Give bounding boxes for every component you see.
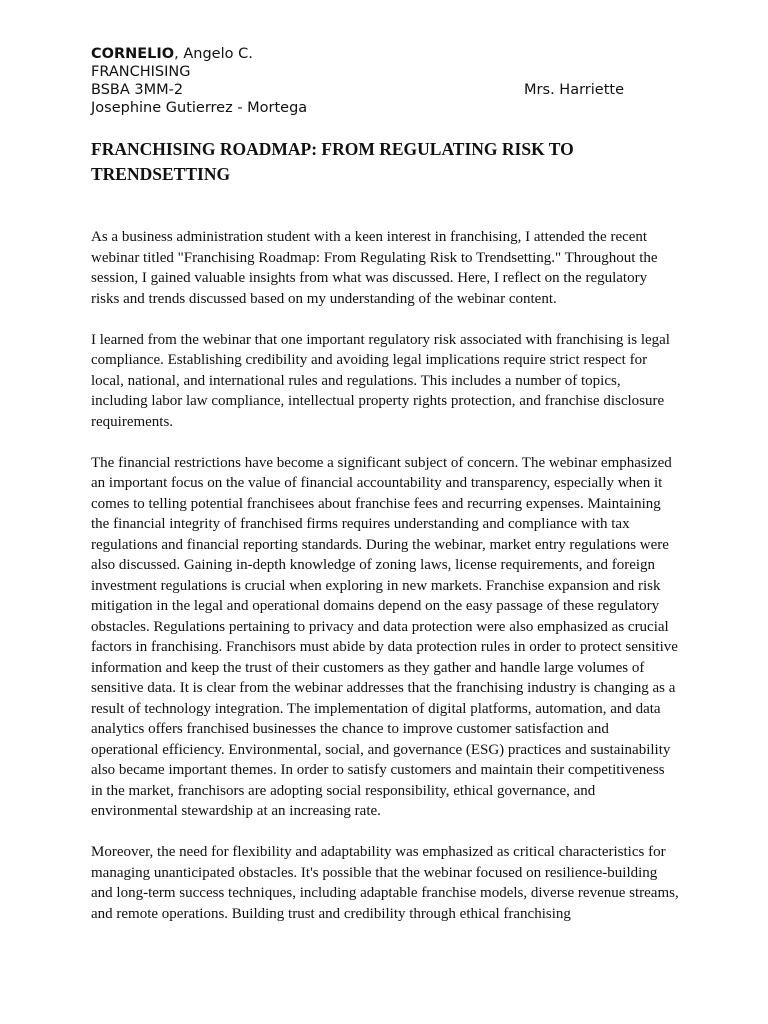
document-body — [91, 227, 679, 945]
paragraph: As a business administration student with a keen interest in franchising, I attended the recent webinar titled "Franchising Roadmap: From Regulating Risk to Trendsetting." Throughout the session, I gained valuable insights from what was discussed. Here, I reflect on the regulatory risks and trends discussed based on my understanding of the webinar content. — [91, 229, 658, 307]
instructor-name-part2: Josephine Gutierrez - Mortega — [91, 100, 308, 116]
section: BSBA 3MM-2 — [91, 82, 184, 98]
paragraph: The financial restrictions have become a significant subject of concern. The webinar emphasized an important focus on the value of financial accountability and transparency, especially when it comes to telling potential franchisees about franchise fees and recurring expenses. Maintaining the financial integrity of franchised firms requires understanding and compliance with tax regulations and financial reporting standards. During the webinar, market entry regulations were also discussed. Gaining in-depth knowledge of zoning laws, license requirements, and foreign investment regulations is crucial when exploring in new markets. Franchise expansion and risk mitigation in the legal and operational domains depend on the easy passage of these regulatory obstacles. Regulations pertaining to privacy and data protection were also emphasized as crucial factors in franchising. Franchisors must abide by data protection rules in order to protect sensitive information and keep the trust of their customers as they gather and handle large volumes of sensitive data. It is clear from the webinar addresses that the franchising industry is changing as a result of technology integration. The implementation of digital platforms, automation, and data analytics offers franchised businesses the chance to improve customer satisfaction and operational efficiency. Environmental, social, and governance (ESG) practices and sustainability also became important themes. In order to satisfy customers and maintain their competitiveness in the market, franchisors are adopting social responsibility, ethical governance, and environmental stewardship at an increasing rate. — [91, 454, 678, 819]
subject: FRANCHISING — [91, 64, 191, 80]
instructor-line — [91, 99, 651, 117]
author-line — [91, 45, 651, 63]
document-title: FRANCHISING ROADMAP: FROM REGULATING RISK TO TRENDSETTING — [91, 139, 574, 184]
author-given-name: , Angelo C. — [174, 46, 253, 62]
section-line — [91, 81, 651, 99]
instructor-name-part1: Mrs. Harriette — [524, 82, 624, 98]
paragraph: I learned from the webinar that one important regulatory risk associated with franchising is legal compliance. Establishing credibility and avoiding legal implications require strict respect for local, national, and international rules and regulations. This includes a number of topics, including labor law compliance, intellectual property rights protection, and franchise disclosure requirements. — [91, 331, 670, 430]
subject-line — [91, 63, 651, 81]
document-header — [91, 45, 651, 117]
paragraph: Moreover, the need for flexibility and adaptability was emphasized as critical characteristics for managing unanticipated obstacles. It's possible that the webinar focused on resilience-building and long-term success techniques, including adaptable franchise models, diverse revenue streams, and remote operations. Building trust and credibility through ethical franchising — [91, 844, 679, 922]
author-surname: CORNELIO — [91, 46, 175, 62]
